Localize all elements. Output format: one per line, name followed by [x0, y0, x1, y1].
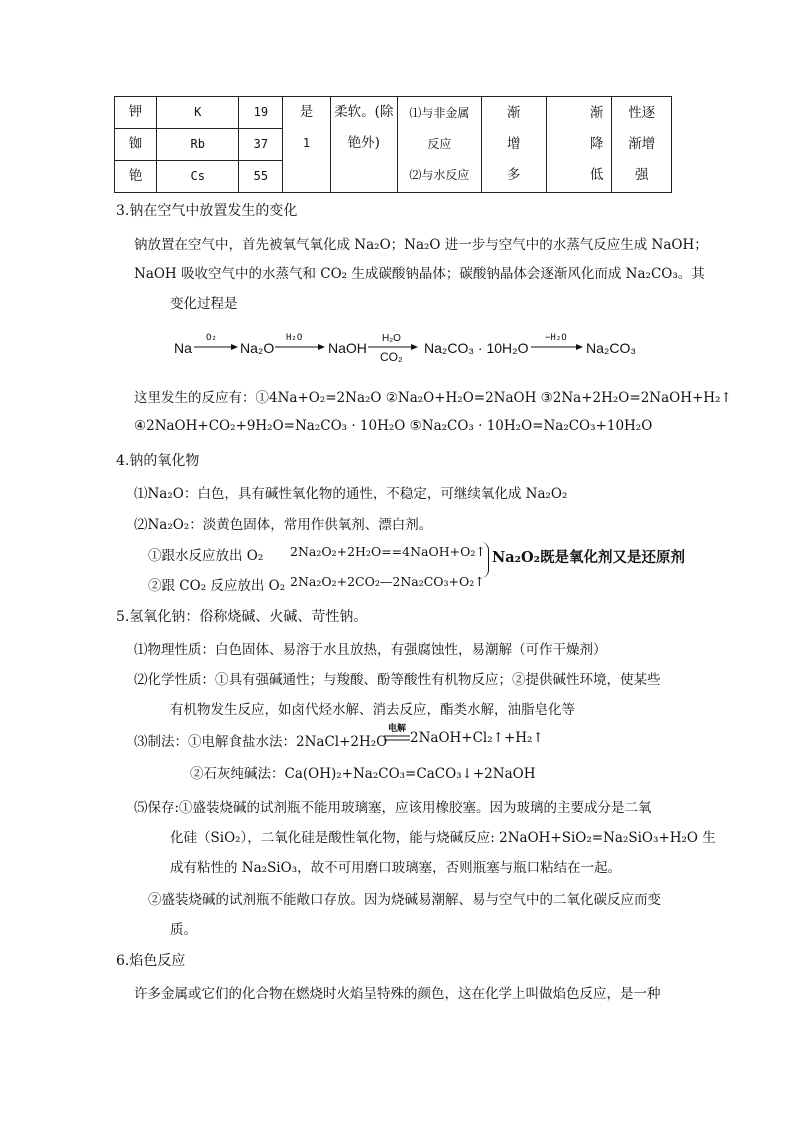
reaction-line: 这里发生的反应有：①4Na+O₂=2Na₂O ②Na₂O+H₂O=2NaOH ③2Na+2H₂O=2NaOH+H₂↑	[134, 390, 732, 406]
col5-line: 铯外)	[347, 135, 380, 151]
equation: 2NaOH+Cl₂↑+H₂↑	[410, 730, 544, 746]
paragraph-line: ⑵Na₂O₂：淡黄色固体，常用作供氧剂、漂白剂。	[134, 517, 433, 533]
atomic-number-cell: 37	[239, 129, 283, 161]
paragraph-line: ①跟水反应放出 O₂	[148, 548, 264, 564]
alkali-metal-table	[114, 96, 672, 193]
paragraph-line: 成有粘性的 Na₂SiO₃，故不可用磨口玻璃塞，否则瓶塞与瓶口粘结在一起。	[170, 860, 622, 876]
col4-line: 是	[299, 104, 314, 120]
col7-line: 渐	[506, 105, 521, 121]
col8-line: 降	[589, 136, 604, 152]
section-4-heading: 4.钠的氧化物	[116, 453, 200, 469]
reaction-arrow-icon	[194, 342, 238, 352]
col8-line: 低	[589, 167, 604, 183]
paragraph-line: ⑵化学性质：①具有强碱通性；与羧酸、酚等酸性有机物反应；②提供碱性环境，使某些	[134, 672, 661, 688]
col7-line: 多	[506, 167, 521, 183]
col5-cell	[330, 97, 397, 193]
paragraph-line: 质。	[170, 922, 197, 938]
paragraph-line: ②盛装烧碱的试剂瓶不能敞口存放。因为烧碱易潮解、易与空气中的二氧化碳反应而变	[148, 892, 661, 908]
chain-condition: −H₂O	[545, 333, 567, 343]
reaction-condition: 电解	[388, 724, 407, 734]
atomic-number-cell: 19	[239, 97, 283, 129]
paragraph-line: 化硅（SiO₂），二氧化硅是酸性氧化物，能与烧碱反应: 2NaOH+SiO₂=Na₂SiO₃+H₂O 生	[170, 830, 716, 846]
paragraph-line: 变化过程是	[170, 296, 238, 312]
table-row	[115, 97, 672, 129]
paragraph-line: ⑴物理性质：白色固体、易溶于水且放热，有强腐蚀性，易潮解（可作干燥剂）	[134, 642, 607, 658]
atomic-number-cell: 55	[239, 161, 283, 193]
reaction-arrow-icon	[531, 342, 583, 352]
paragraph-line: 钠放置在空气中，首先被氧气氧化成 Na₂O；Na₂O 进一步与空气中的水蒸气反应生成 NaOH；	[134, 237, 708, 253]
col6-line: 反应	[427, 137, 452, 151]
section-6-heading: 6.焰色反应	[116, 953, 186, 969]
col9-line: 渐增	[628, 136, 656, 152]
symbol-cell: Cs	[157, 161, 239, 193]
section-5-heading: 5.氢氧化钠：俗称烧碱、火碱、苛性钠。	[116, 609, 368, 625]
col7-line: 增	[506, 136, 521, 152]
paragraph-line: ②石灰纯碱法：Ca(OH)₂+Na₂CO₃=CaCO₃↓+2NaOH	[190, 766, 536, 782]
chain-species: Na	[174, 340, 192, 356]
col5-line: 柔软。(除	[334, 104, 394, 120]
col6-cell	[397, 97, 481, 193]
chain-condition: CO₂	[380, 350, 403, 364]
equation: 2Na₂O₂+2H₂O==4NaOH+O₂↑	[290, 544, 486, 559]
col7-cell	[481, 97, 546, 193]
col8-line: 渐	[589, 105, 604, 121]
paragraph-line: ⑸保存:①盛装烧碱的试剂瓶不能用玻璃塞，应该用橡胶塞。因为玻璃的主要成分是二氧	[134, 800, 652, 816]
col4-cell	[283, 97, 330, 193]
paragraph-line: ②跟 CO₂ 反应放出 O₂	[148, 578, 286, 594]
paragraph-line: 有机物发生反应，如卤代烃水解、消去反应，酯类水解，油脂皂化等	[170, 702, 575, 718]
chain-condition: O₂	[206, 333, 217, 343]
equation: 2Na₂O₂+2CO₂—2Na₂CO₃+O₂↑	[290, 574, 485, 589]
col9-line: 强	[634, 167, 649, 183]
paragraph-line: 许多金属或它们的化合物在燃烧时火焰呈特殊的颜色，这在化学上叫做焰色反应，是一种	[134, 986, 661, 1002]
chain-species: Na₂CO₃	[586, 340, 637, 356]
section-3-heading: 3.钠在空气中放置发生的变化	[116, 203, 298, 219]
col9-line: 性逐	[628, 105, 656, 121]
col8-cell	[546, 97, 612, 193]
col4-line: 1	[302, 136, 311, 150]
symbol-cell: K	[157, 97, 239, 129]
brace-icon	[480, 542, 489, 578]
chain-species: Na₂CO₃ · 10H₂O	[424, 340, 529, 356]
chain-condition: H₂O	[382, 333, 401, 344]
reaction-line: ④2NaOH+CO₂+9H₂O=Na₂CO₃ · 10H₂O ⑤Na₂CO₃ · 10H₂O=Na₂CO₃+10H₂O	[134, 418, 653, 434]
reaction-arrow-icon	[275, 342, 325, 352]
element-cell: 铯	[115, 161, 157, 193]
equals-sign-icon	[384, 734, 410, 742]
paragraph-line: ⑶制法：①电解食盐水法：2NaCl+2H₂O	[134, 734, 388, 750]
col9-cell	[612, 97, 672, 193]
paragraph-line: ⑴Na₂O：白色，具有碱性氧化物的通性，不稳定，可继续氧化成 Na₂O₂	[134, 486, 568, 502]
paragraph-line: NaOH 吸收空气中的水蒸气和 CO₂ 生成碳酸钠晶体；碳酸钠晶体会逐渐风化而成 Na₂CO₃。其	[134, 266, 705, 282]
element-cell: 钾	[115, 97, 157, 129]
col6-line: ⑵与水反应	[409, 168, 470, 182]
element-cell: 铷	[115, 129, 157, 161]
chain-species: NaOH	[328, 340, 367, 356]
col6-line: ⑴与非金属	[409, 106, 470, 120]
chain-condition: H₂O	[286, 333, 303, 343]
symbol-cell: Rb	[157, 129, 239, 161]
emphasis-note: Na₂O₂既是氧化剂又是还原剂	[492, 549, 685, 566]
chain-species: Na₂O	[240, 340, 275, 356]
